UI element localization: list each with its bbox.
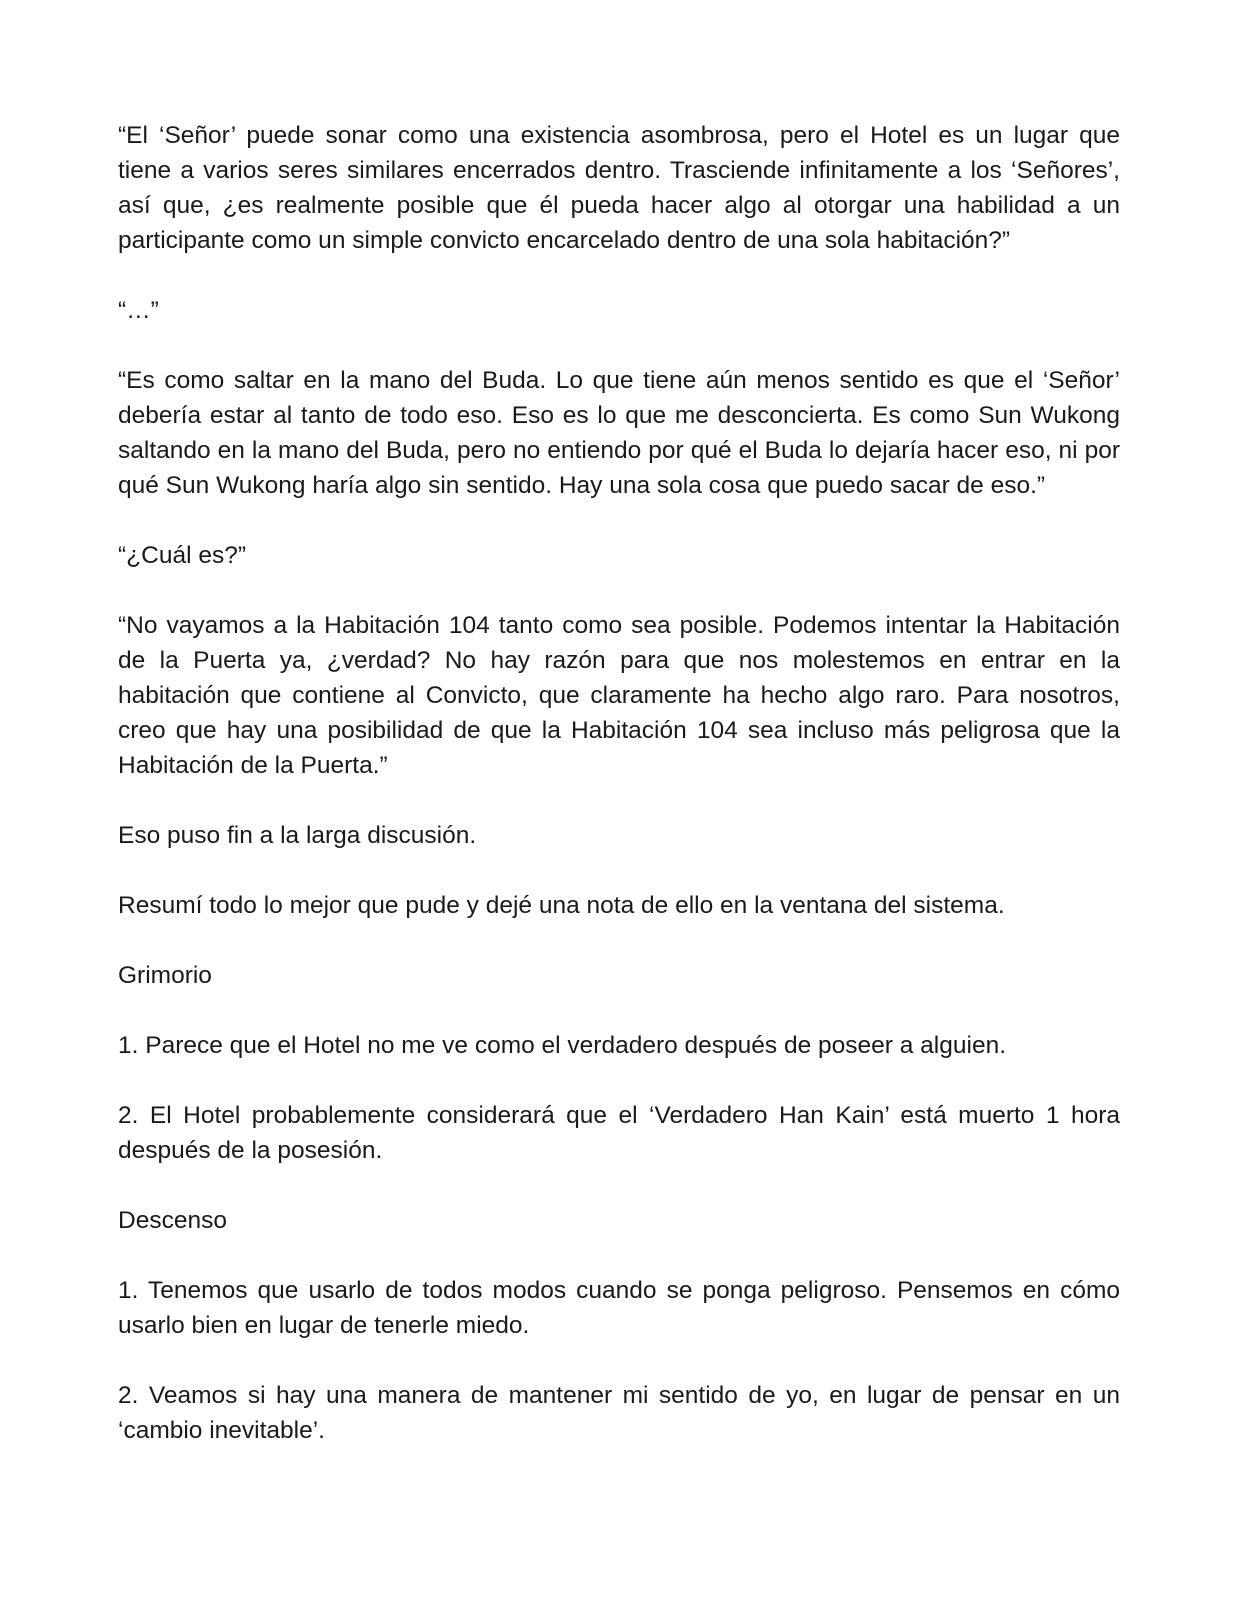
paragraph-dialogue-1: “El ‘Señor’ puede sonar como una existencia asombrosa, pero el Hotel es un lugar que tiene a varios seres similares encerrados dentro. Trasciende infinitamente a los ‘Señores’, así que, ¿es realmente posible que él pueda hacer algo al otorgar una habilidad a un participante como un simple convicto encarcelado dentro de una sola habitación?” — [118, 122, 1120, 254]
paragraph-dialogue-5: “No vayamos a la Habitación 104 tanto como sea posible. Podemos intentar la Habitación de la Puerta ya, ¿verdad? No hay razón para que nos molestemos en entrar en la habitación que contiene al Convicto, que claramente ha hecho algo raro. Para nosotros, creo que hay una posibilidad de que la Habitación 104 sea incluso más peligrosa que la Habitación de la Puerta.” — [118, 612, 1120, 779]
list-item-descenso-2: 2. Veamos si hay una manera de mantener mi sentido de yo, en lugar de pensar en un ‘cambio inevitable’. — [118, 1382, 1120, 1444]
paragraph-narration-2: Resumí todo lo mejor que pude y dejé una nota de ello en la ventana del sistema. — [118, 892, 1005, 919]
list-item-grimorio-2: 2. El Hotel probablemente considerará que el ‘Verdadero Han Kain’ está muerto 1 hora después de la posesión. — [118, 1102, 1120, 1164]
list-item-descenso-1: 1. Tenemos que usarlo de todos modos cuando se ponga peligroso. Pensemos en cómo usarlo bien en lugar de tenerle miedo. — [118, 1277, 1120, 1339]
paragraph-dialogue-2: “…” — [118, 297, 159, 324]
paragraph-dialogue-4: “¿Cuál es?” — [118, 542, 246, 569]
section-heading-descenso: Descenso — [118, 1207, 227, 1234]
section-heading-grimorio: Grimorio — [118, 962, 212, 989]
paragraph-dialogue-3: “Es como saltar en la mano del Buda. Lo que tiene aún menos sentido es que el ‘Señor’ debería estar al tanto de todo eso. Eso es lo que me desconcierta. Es como Sun Wukong saltando en la mano del Buda, pero no entiendo por qué el Buda lo dejaría hacer eso, ni por qué Sun Wukong haría algo sin sentido. Hay una sola cosa que puedo sacar de eso.” — [118, 367, 1120, 499]
paragraph-narration-1: Eso puso fin a la larga discusión. — [118, 822, 477, 849]
document-body — [118, 118, 1120, 1448]
list-item-grimorio-1: 1. Parece que el Hotel no me ve como el verdadero después de poseer a alguien. — [118, 1032, 1007, 1059]
